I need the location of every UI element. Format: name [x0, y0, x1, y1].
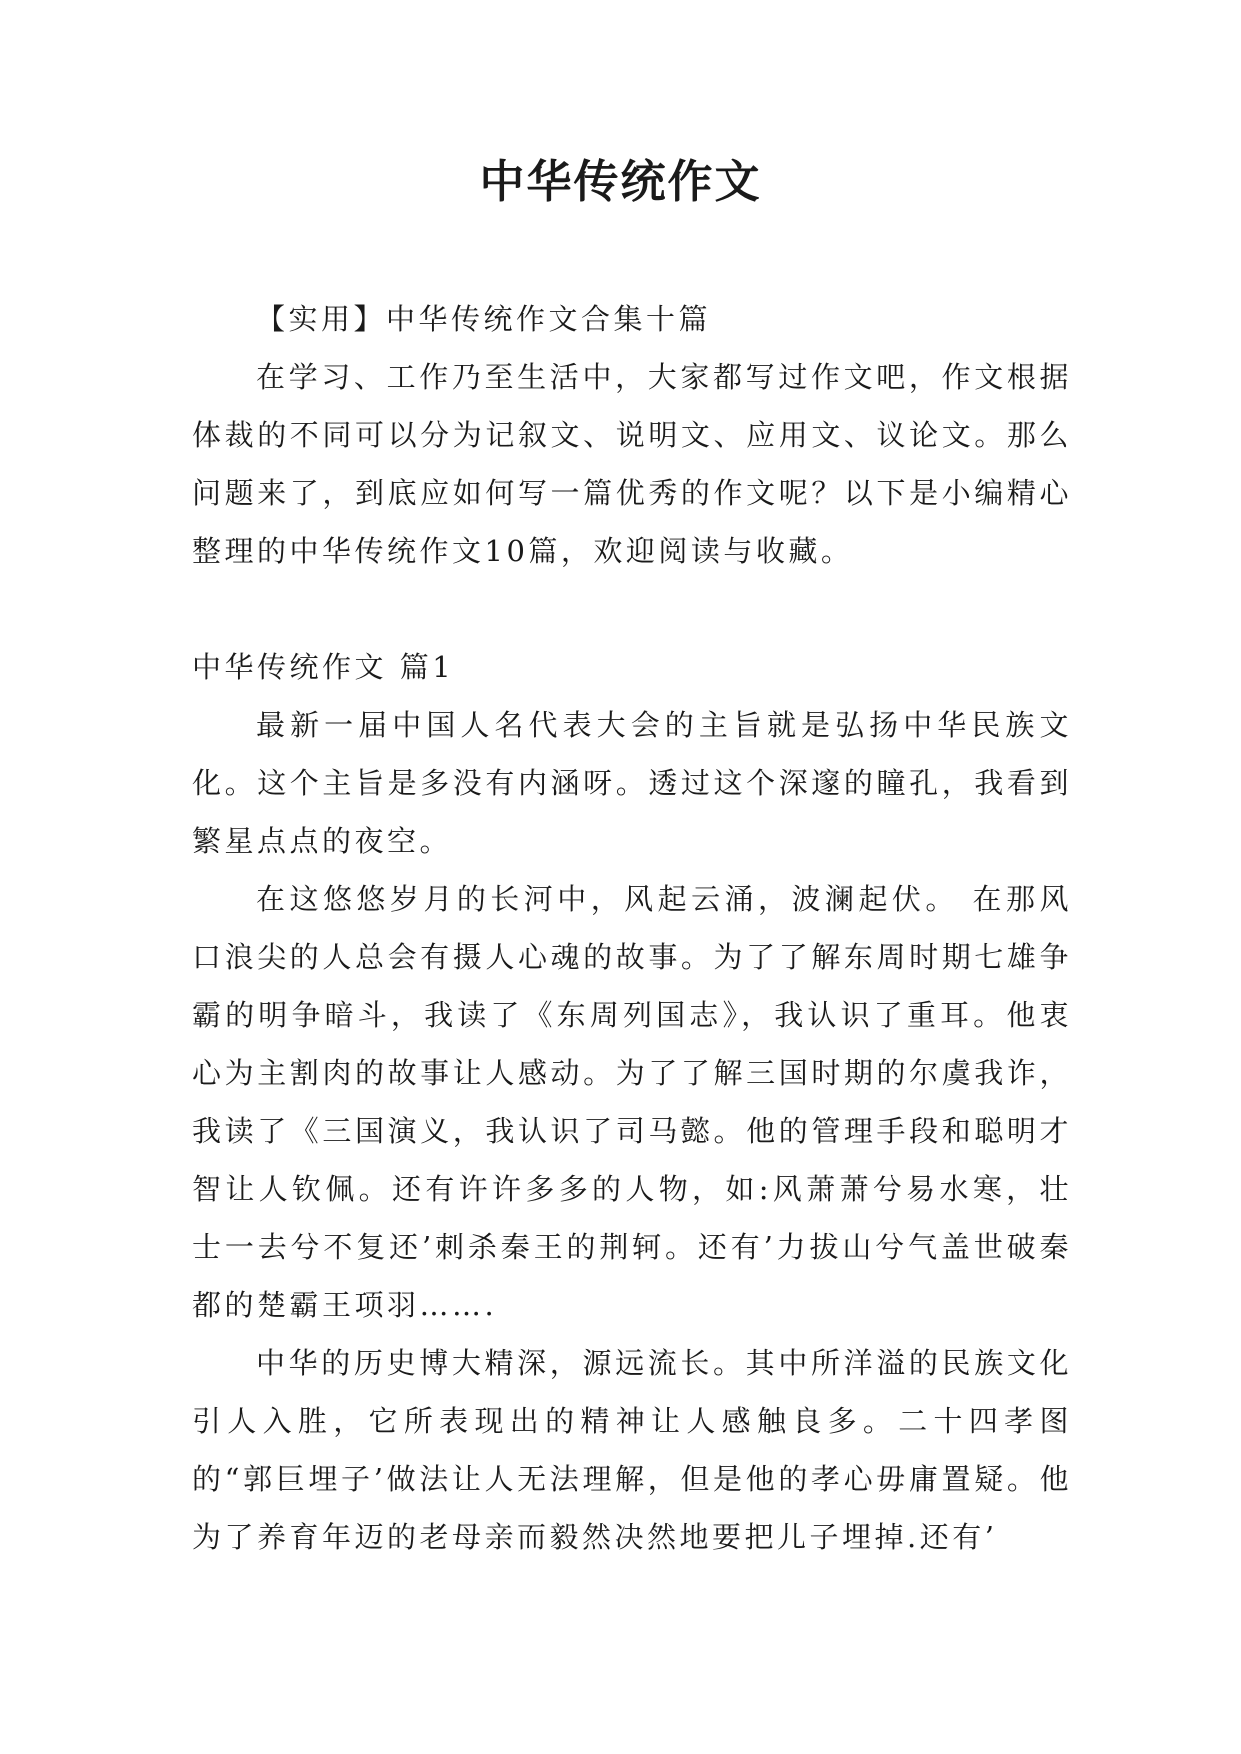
document-title: 中华传统作文: [479, 155, 762, 208]
section-spacer: [192, 580, 1072, 638]
section-heading: 中华传统作文 篇1: [192, 650, 455, 684]
document-body: [192, 290, 1072, 1566]
intro-paragraph: 在学习、工作乃至生活中，大家都写过作文吧，作文根据体裁的不同可以分为记叙文、说明文、应用文、议论文。那么问题来了，到底应如何写一篇优秀的作文呢？以下是小编精心整理的中华传统作文10篇，欢迎阅读与收藏。: [192, 360, 1072, 568]
body-paragraph-3: 中华的历史博大精深，源远流长。其中所洋溢的民族文化引人入胜，它所表现出的精神让人感触良多。二十四孝图的“郭巨埋子’做法让人无法理解，但是他的孝心毋庸置疑。他为了养育年迈的老母亲而毅然决然地要把儿子埋掉.还有’: [192, 1346, 1072, 1554]
body-paragraph-1: 最新一届中国人名代表大会的主旨就是弘扬中华民族文化。这个主旨是多没有内涵呀。透过这个深邃的瞳孔，我看到繁星点点的夜空。: [192, 708, 1072, 858]
subtitle-line: 【实用】中华传统作文合集十篇: [256, 302, 712, 336]
body-paragraph-2: 在这悠悠岁月的长河中，风起云涌，波澜起伏。 在那风口浪尖的人总会有摄人心魂的故事。为了了解东周时期七雄争霸的明争暗斗，我读了《东周列国志》，我认识了重耳。他衷心为主割肉的故事让人感动。为了了解三国时期的尔虞我诈，我读了《三国演义，我认识了司马懿。他的管理手段和聪明才智让人钦佩。还有许许多多的人物，如:风萧萧兮易水寒，壮士一去兮不复还’刺杀秦王的荆轲。还有’力拔山兮气盖世破秦都的楚霸王项羽…….: [192, 882, 1072, 1322]
